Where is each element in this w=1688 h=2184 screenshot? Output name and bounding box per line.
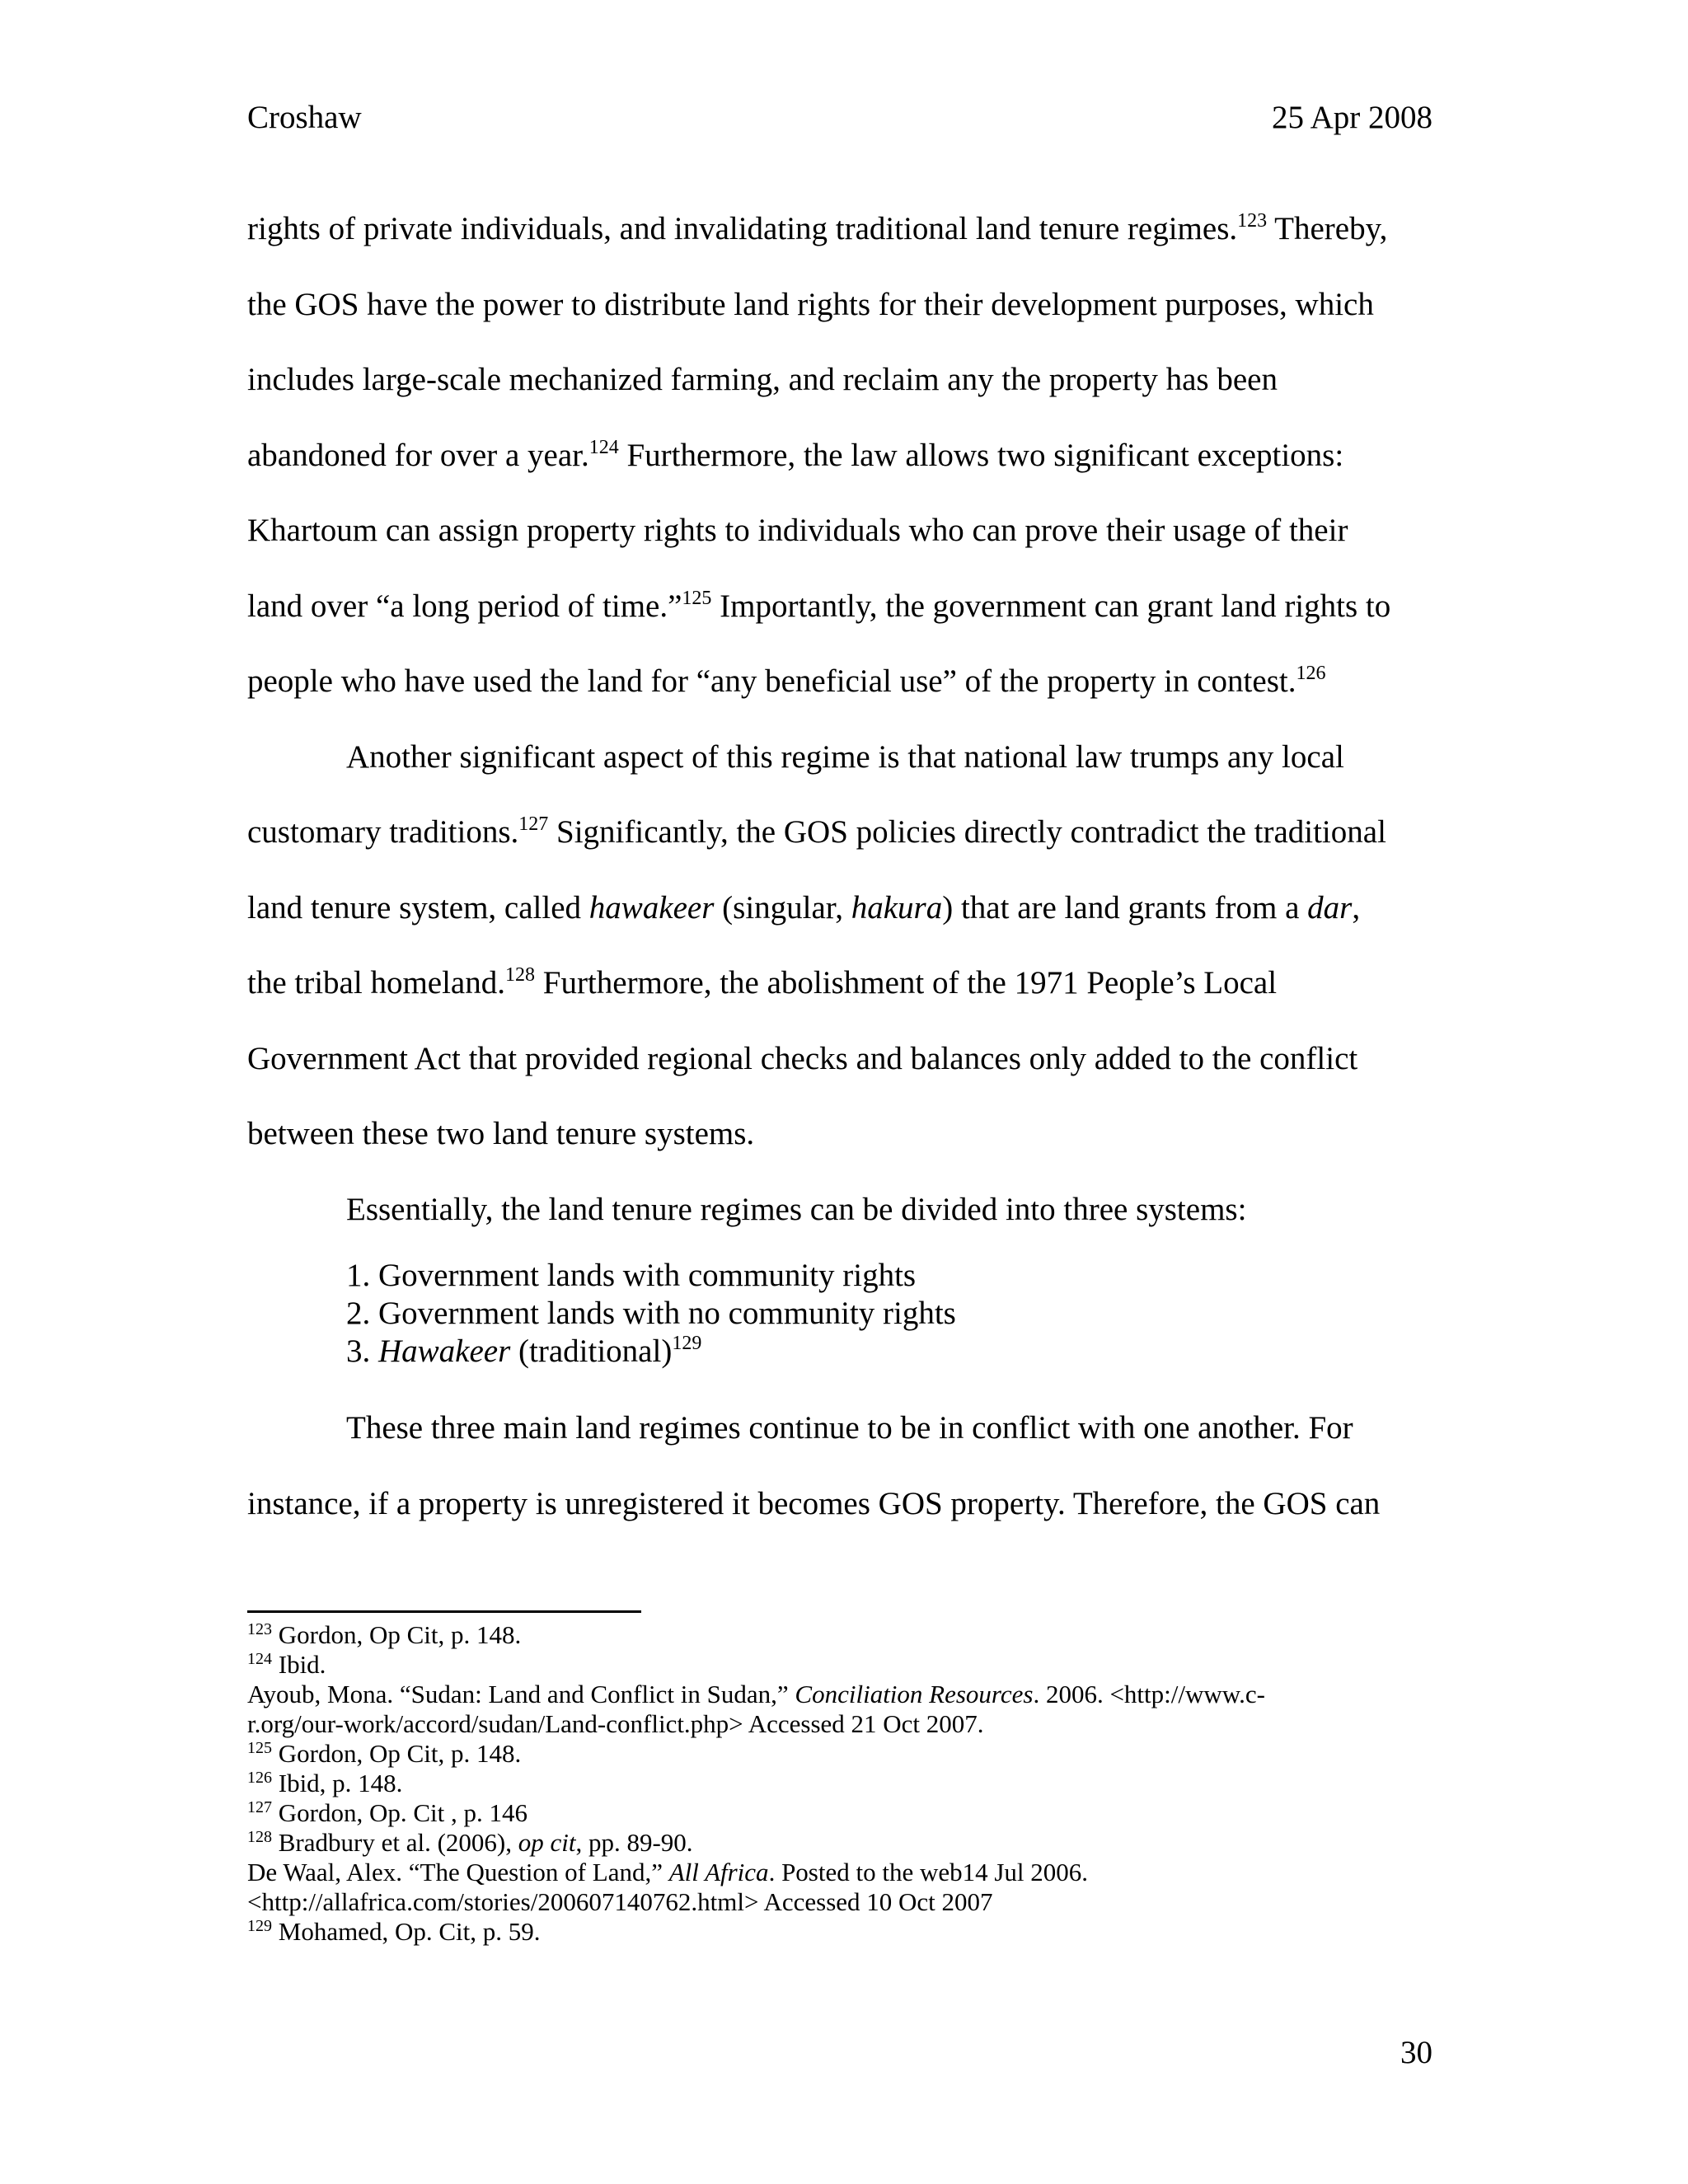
footnote-number: 123 — [247, 1620, 272, 1638]
text-run: rights of private individuals, and invalidating traditional land tenure regimes. — [247, 211, 1238, 246]
footnote-number: 125 — [247, 1739, 272, 1757]
body-text — [247, 191, 1434, 1541]
text-run: ) that are land grants from a — [942, 889, 1308, 926]
list-item: 1. Government lands with community rights — [346, 1258, 917, 1293]
footnotes — [247, 1620, 1434, 1947]
text-run: people who have used the land for “any beneficial use” of the property in contest. — [247, 663, 1296, 699]
text-run: Mohamed, Op. Cit, p. 59. — [272, 1917, 541, 1946]
footnote — [247, 1650, 1434, 1680]
footnote-separator — [247, 1610, 641, 1613]
text-line: These three main land regimes continue to be in conflict with one another. For — [346, 1410, 1353, 1446]
text-run: land over “a long period of time.” — [247, 588, 682, 624]
footnote — [247, 1828, 1434, 1858]
text-run: customary traditions. — [247, 814, 519, 850]
text-run: 3. — [346, 1333, 378, 1369]
text-run: land tenure system, called — [247, 889, 589, 926]
text-run: Furthermore, the abolishment of the 1971 People’s Local — [535, 965, 1278, 1001]
footnote — [247, 1798, 1434, 1828]
footnote-citation-url: <http://allafrica.com/stories/200607140762.html> Accessed 10 Oct 2007 — [247, 1887, 993, 1916]
italic-term: All Africa — [668, 1858, 769, 1886]
text-run: Ibid, p. 148. — [272, 1769, 403, 1797]
footnote-number: 128 — [247, 1828, 272, 1846]
text-line — [247, 644, 1434, 719]
text-line — [247, 794, 1434, 870]
text-run: De Waal, Alex. “The Question of Land,” — [247, 1858, 669, 1886]
page-number: 30 — [1400, 2035, 1432, 2070]
text-line — [247, 945, 1434, 1021]
italic-term: dar — [1307, 889, 1353, 926]
text-run: Gordon, Op Cit, p. 148. — [272, 1620, 522, 1649]
footnote-ref[interactable]: 125 — [682, 587, 712, 609]
footnote-ref[interactable]: 126 — [1296, 663, 1326, 684]
page-header — [247, 97, 1432, 147]
text-run: . Posted to the web14 Jul 2006. — [768, 1858, 1089, 1886]
footnote-ref[interactable]: 123 — [1237, 210, 1268, 232]
italic-term: Conciliation Resources — [795, 1680, 1034, 1708]
text-line: Government Act that provided regional checks and balances only added to the conflict — [247, 1040, 1358, 1076]
numbered-list — [346, 1257, 1434, 1371]
text-run: (traditional) — [510, 1333, 673, 1369]
footnote-ref[interactable]: 124 — [588, 436, 619, 458]
footnote-ref[interactable]: 128 — [505, 964, 535, 986]
italic-term: op cit — [518, 1828, 576, 1857]
list-item — [346, 1333, 1434, 1371]
header-date: 25 Apr 2008 — [1272, 100, 1432, 135]
footnote-citation — [247, 1858, 1434, 1887]
text-run: Importantly, the government can grant land rights to — [711, 588, 1391, 624]
footnote-number: 129 — [247, 1917, 272, 1935]
text-line: Essentially, the land tenure regimes can be divided into three systems: — [346, 1191, 1247, 1227]
footnote-ref[interactable]: 129 — [672, 1333, 702, 1354]
text-run: Ibid. — [272, 1650, 326, 1679]
text-run: , pp. 89-90. — [575, 1828, 693, 1857]
text-run: Ayoub, Mona. “Sudan: Land and Conflict in Sudan,” — [247, 1680, 795, 1708]
text-run: Gordon, Op. Cit , p. 146 — [272, 1798, 528, 1827]
footnote — [247, 1739, 1434, 1769]
text-line — [247, 569, 1434, 644]
text-run: Thereby, — [1267, 211, 1388, 246]
footnote-number: 124 — [247, 1650, 272, 1668]
text-line: includes large-scale mechanized farming, and reclaim any the property has been — [247, 362, 1278, 397]
footnote-citation — [247, 1680, 1434, 1709]
footnote-ref[interactable]: 127 — [518, 813, 549, 835]
italic-term: Hawakeer — [378, 1333, 511, 1369]
text-line — [247, 418, 1434, 494]
footnote-citation-url: r.org/our-work/accord/sudan/Land-conflict.php> Accessed 21 Oct 2007. — [247, 1709, 984, 1738]
text-run: Bradbury et al. (2006), — [272, 1828, 518, 1857]
text-run: . 2006. <http://www.c- — [1033, 1680, 1265, 1708]
text-run: abandoned for over a year. — [247, 437, 589, 473]
paragraph — [247, 719, 1434, 1172]
italic-term: hawakeer — [588, 889, 715, 926]
list-item: 2. Government lands with no community rights — [346, 1296, 956, 1331]
text-line: Khartoum can assign property rights to individuals who can prove their usage of their — [247, 513, 1348, 548]
footnote — [247, 1917, 1434, 1947]
footnote-number: 127 — [247, 1798, 272, 1816]
text-line: between these two land tenure systems. — [247, 1116, 755, 1151]
header-author: Croshaw — [247, 100, 362, 135]
text-run: the tribal homeland. — [247, 965, 505, 1001]
text-run: Gordon, Op Cit, p. 148. — [272, 1739, 522, 1768]
text-run: Significantly, the GOS policies directly contradict the traditional — [548, 814, 1386, 850]
paragraph — [247, 191, 1434, 719]
italic-term: hakura — [851, 889, 943, 926]
text-line: instance, if a property is unregistered it becomes GOS property. Therefore, the GOS can — [247, 1485, 1381, 1521]
text-run: (singular, — [714, 889, 851, 926]
text-run: Furthermore, the law allows two significant exceptions: — [618, 437, 1344, 473]
text-line: the GOS have the power to distribute land rights for their development purposes, which — [247, 286, 1374, 322]
text-line — [247, 191, 1434, 267]
footnote — [247, 1769, 1434, 1798]
footnote-number: 126 — [247, 1769, 272, 1787]
text-run: , — [1352, 889, 1361, 926]
footnote — [247, 1620, 1434, 1650]
text-line: Another significant aspect of this regime is that national law trumps any local — [346, 738, 1344, 775]
paragraph — [247, 1390, 1434, 1541]
text-line — [247, 870, 1434, 946]
paragraph — [247, 1172, 1434, 1248]
